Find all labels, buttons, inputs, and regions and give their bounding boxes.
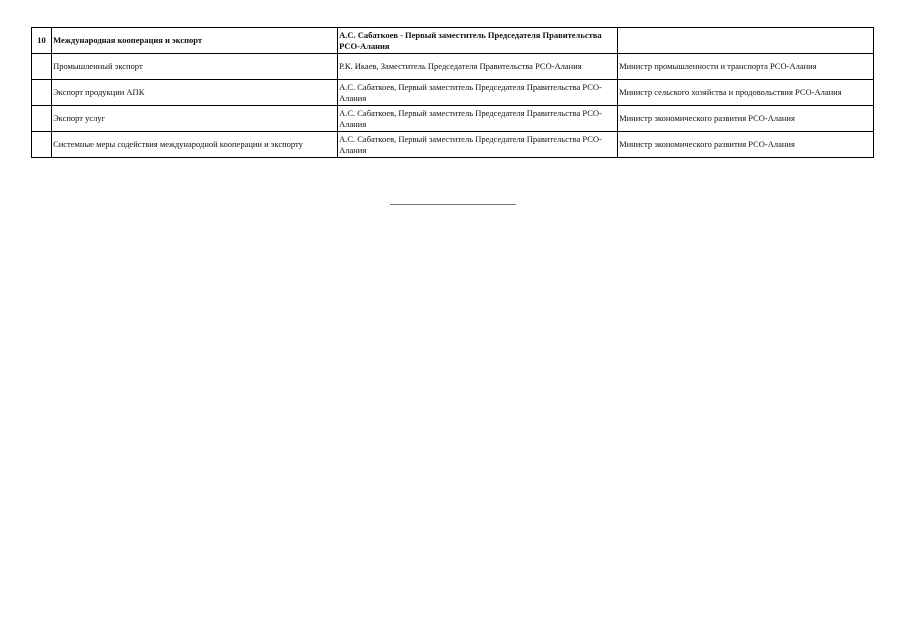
table-row bbox=[32, 54, 874, 80]
row-responsible: А.С. Сабаткоев, Первый заместитель Председателя Правительства РСО-Алания bbox=[338, 132, 618, 158]
section-executor bbox=[618, 28, 874, 54]
row-direction: Промышленный экспорт bbox=[52, 54, 338, 80]
end-of-document-rule bbox=[390, 204, 516, 205]
section-title: Международная кооперация и экспорт bbox=[52, 28, 338, 54]
row-direction: Системные меры содействия международной кооперации и экспорту bbox=[52, 132, 338, 158]
row-number-cell bbox=[32, 80, 52, 106]
row-number-cell bbox=[32, 54, 52, 80]
row-number-cell bbox=[32, 106, 52, 132]
row-responsible: Р.К. Икаев, Заместитель Председателя Правительства РСО-Алания bbox=[338, 54, 618, 80]
row-responsible: А.С. Сабаткоев, Первый заместитель Председателя Правительства РСО-Алания bbox=[338, 80, 618, 106]
row-executor: Министр экономического развития РСО-Алания bbox=[618, 132, 874, 158]
table-row bbox=[32, 80, 874, 106]
section-header-row bbox=[32, 28, 874, 54]
table-row bbox=[32, 106, 874, 132]
table-row bbox=[32, 132, 874, 158]
row-executor: Министр сельского хозяйства и продовольствия РСО-Алания bbox=[618, 80, 874, 106]
row-direction: Экспорт услуг bbox=[52, 106, 338, 132]
row-responsible: А.С. Сабаткоев, Первый заместитель Председателя Правительства РСО-Алания bbox=[338, 106, 618, 132]
section-responsible: А.С. Сабаткоев - Первый заместитель Председателя Правительства РСО-Алания bbox=[338, 28, 618, 54]
row-executor: Министр экономического развития РСО-Алания bbox=[618, 106, 874, 132]
row-direction: Экспорт продукции АПК bbox=[52, 80, 338, 106]
row-number-cell bbox=[32, 132, 52, 158]
row-executor: Министр промышленности и транспорта РСО-Алания bbox=[618, 54, 874, 80]
section-number: 10 bbox=[32, 28, 52, 54]
project-table bbox=[31, 27, 874, 158]
